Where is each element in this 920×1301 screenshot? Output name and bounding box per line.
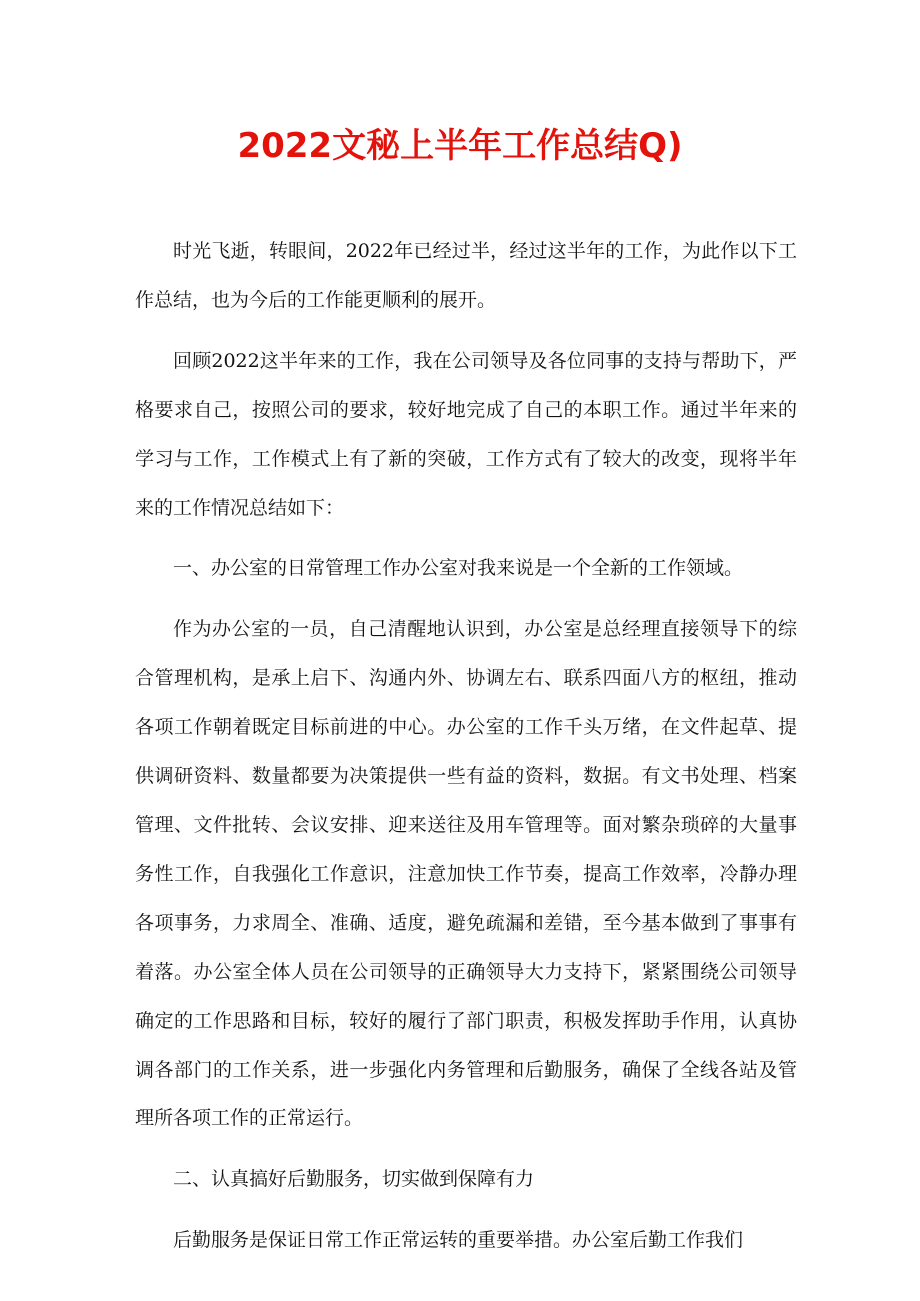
section-heading-logistics: 二、认真搞好后勤服务，切实做到保障有力	[173, 1168, 535, 1191]
paragraph-logistics: 后勤服务是保证日常工作正常运转的重要举措。办公室后勤工作我们	[173, 1229, 744, 1252]
paragraph-office-work: 作为办公室的一员，自己清醒地认识到，办公室是总经理直接领导下的综合管理机构，是承上启下、沟通内外、协调左右、联系四面八方的枢纽，推动各项工作朝着既定目标前进的中心。办公室的工作千头万绪，在文件起草、提供调研资料、数量都要为决策提供一些有益的资料，数据。有文书处理、档案管理、文件批转、会议安排、迎来送往及用车管理等。面对繁杂琐碎的大量事务性工作，自我强化工作意识，注意加快工作节奏，提高工作效率，冷静办理各项事务，力求周全、准确、适度，避免疏漏和差错，至今基本做到了事事有着落。办公室全体人员在公司领导的正确领导大力支持下，紧紧围绕公司领导确定的工作思路和目标，较好的履行了部门职责，积极发挥助手作用，认真协调各部门的工作关系，进一步强化内务管理和后勤服务，确保了全线各站及管理所各项工作的正常运行。	[135, 618, 797, 1130]
section-heading-office-management: 一、办公室的日常管理工作办公室对我来说是一个全新的工作领域。	[173, 557, 744, 580]
paragraph-intro: 时光飞逝，转眼间，2022年已经过半，经过这半年的工作，为此作以下工作总结，也为今后的工作能更顺利的展开。	[135, 240, 797, 311]
paragraph-review: 回顾2022这半年来的工作，我在公司领导及各位同事的支持与帮助下，严格要求自己，按照公司的要求，较好地完成了自己的本职工作。通过半年来的学习与工作，工作模式上有了新的突破，工作方式有了较大的改变，现将半年来的工作情况总结如下：	[135, 349, 797, 519]
document-body	[135, 227, 797, 1277]
document-title: 2022文秘上半年工作总结Q)	[237, 126, 683, 166]
